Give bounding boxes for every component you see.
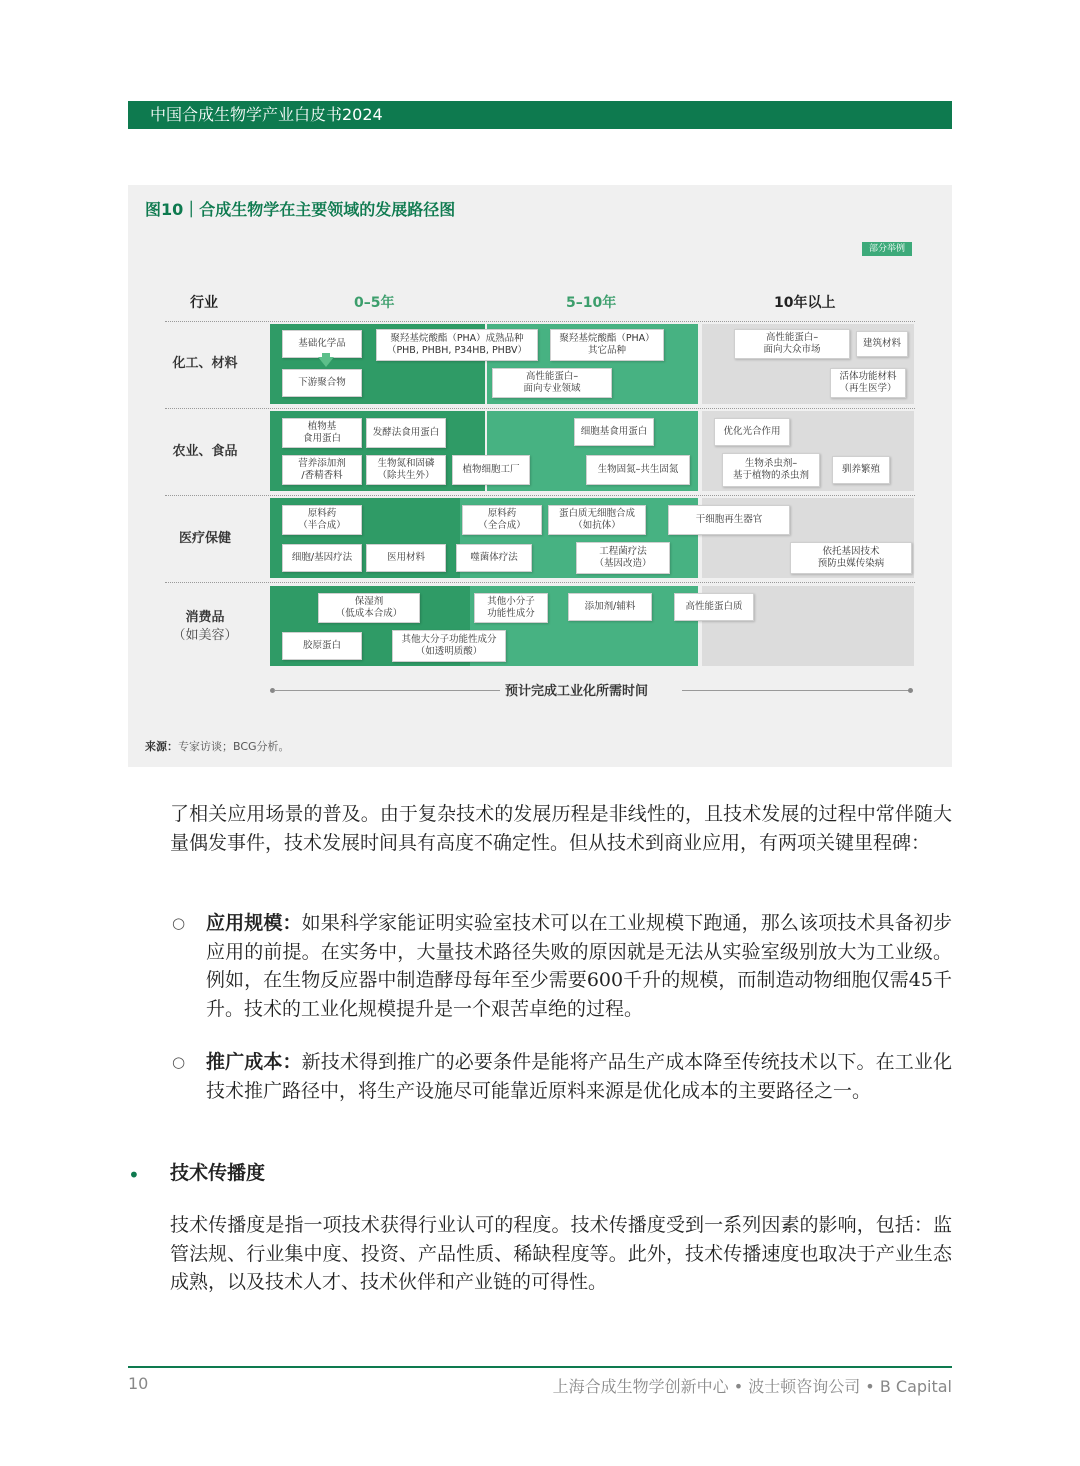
item-plant-based-protein: 植物基 食用蛋白 [282, 418, 362, 448]
item-gene-therapy: 细胞/基因疗法 [282, 544, 362, 572]
item-plant-cell-factory: 植物细胞工厂 [452, 455, 530, 485]
document-title: 中国合成生物学产业白皮书2024 [150, 105, 383, 124]
item-bio-nitrogen: 生物氮和固磷 （除共生外） [366, 455, 446, 485]
figure-title: 图10｜合成生物学在主要领域的发展路径图 [145, 200, 456, 219]
bullet-title: 应用规模： [206, 912, 302, 934]
item-pha-mature: 聚羟基烷酸酯（PHA）成熟品种 （PHB, PHBH, P34HB, PHBV） [376, 329, 538, 361]
row-label-healthcare: 医疗保健 [178, 531, 231, 546]
dot-bullet-icon: • [128, 1163, 140, 1187]
item-moisturizer: 保湿剂 （低成本合成） [318, 593, 420, 623]
source-text: 专家访谈；BCG分析。 [178, 740, 290, 753]
item-photosynthesis: 优化光合作用 [714, 418, 790, 446]
item-stem-cell-organs: 干细胞再生器官 [668, 505, 790, 535]
item-cell-free-protein: 蛋白质无细胞合成 （如抗体） [548, 505, 646, 535]
page-number: 10 [128, 1374, 149, 1393]
column-header-0-5: 0–5年 [354, 295, 395, 311]
source-label: 来源： [145, 740, 178, 753]
item-nutrition-additives: 营养添加剂 /香精香料 [282, 455, 362, 485]
column-header-industry: 行业 [190, 295, 218, 311]
item-gene-drive-disease: 依托基因技术 预防虫媒传染病 [790, 542, 912, 574]
item-hp-protein-mass: 高性能蛋白– 面向大众市场 [734, 329, 850, 359]
axis-line-left [274, 690, 500, 691]
bullet-text: 如果科学家能证明实验室技术可以在工业规模下跑通，那么该项技术具备初步应用的前提。在实务中，大量技术路径失败的原因就是无法从实验室级别放大为工业级。例如，在生物反应器中制造酵母每年至少需要600千升的规模，而制造动物细胞仅需45千升。技术的工业化规模提升是一个艰苦卓绝的过程。 [206, 912, 952, 1020]
item-small-molecule: 其他小分子 功能性成分 [474, 593, 548, 623]
bullet-promotion-cost [206, 1048, 952, 1105]
item-building-materials: 建筑材料 [856, 331, 908, 357]
figure-source [145, 738, 290, 754]
column-header-10plus: 10年以上 [774, 295, 836, 311]
item-hp-protein-consumer: 高性能蛋白质 [674, 593, 754, 621]
row-divider [165, 408, 915, 409]
column-header-5-10: 5–10年 [566, 295, 617, 311]
row-label-chemicals: 化工、材料 [172, 356, 238, 371]
item-bio-insecticide: 生物杀虫剂– 基于植物的杀虫剂 [722, 453, 820, 487]
paragraph-intro: 了相关应用场景的普及。由于复杂技术的发展历程是非线性的，且技术发展的过程中常伴随大量偶发事件，技术发展时间具有高度不确定性。但从技术到商业应用，有两项关键里程碑： [170, 803, 952, 854]
row-label-agriculture: 农业、食品 [172, 444, 238, 459]
item-collagen: 胶原蛋白 [282, 632, 362, 660]
bullet-text: 新技术得到推广的必要条件是能将产品生产成本降至传统技术以下。在工业化技术推广路径中，将生产设施尽可能靠近原料来源是优化成本的主要路径之一。 [206, 1051, 952, 1102]
bullet-title: 推广成本： [206, 1051, 302, 1073]
item-cell-based-protein: 细胞基食用蛋白 [574, 418, 654, 446]
row-divider [165, 495, 915, 496]
bullet-application-scale [206, 909, 952, 1023]
item-api-semi-synthetic: 原料药 （半合成） [282, 505, 362, 535]
paragraph-diffusion: 技术传播度是指一项技术获得行业认可的程度。技术传播度受到一系列因素的影响，包括：监管法规、行业集中度、投资、产品性质、稀缺程度等。此外，技术传播速度也取决于产业生态成熟，以及技术人才、技术伙伴和产业链的可得性。 [170, 1214, 952, 1293]
axis-line-right [682, 690, 910, 691]
item-medical-materials: 医用材料 [366, 544, 446, 572]
row-divider [165, 321, 915, 322]
item-large-molecule: 其他大分子功能性成分 （如透明质酸） [392, 630, 506, 662]
item-living-materials: 活体功能材料 （再生医学） [830, 368, 906, 398]
item-pha-other: 聚羟基烷酸酯（PHA） 其它品种 [550, 329, 664, 361]
example-tag: 部分举例 [862, 242, 912, 256]
row-divider [165, 582, 915, 583]
footer-publishers: 上海合成生物学创新中心 • 波士顿咨询公司 • B Capital [552, 1377, 952, 1396]
arrow-down-icon [318, 357, 334, 367]
item-symbiotic-nitrogen: 生物固氮–共生固氮 [586, 455, 690, 485]
circle-bullet-icon: ○ [172, 914, 186, 932]
row-label-consumer: 消费品 [185, 610, 225, 625]
item-phage-therapy: 噬菌体疗法 [456, 544, 532, 572]
item-downstream-polymers: 下游聚合物 [282, 369, 362, 397]
circle-bullet-icon: ○ [172, 1053, 186, 1071]
item-hp-protein-professional: 高性能蛋白– 面向专业领域 [492, 368, 612, 398]
item-additives: 添加剂/辅料 [568, 593, 652, 621]
axis-end-dot [908, 688, 913, 693]
item-engineered-bacteria: 工程菌疗法 （基因改造） [576, 542, 670, 574]
item-api-full-synthetic: 原料药 （全合成） [462, 505, 542, 535]
item-basic-chemicals: 基础化学品 [282, 330, 362, 358]
row-sublabel-consumer: （如美容） [172, 628, 238, 643]
item-domestic-breeding: 驯养繁殖 [832, 456, 890, 484]
item-fermented-protein: 发酵法食用蛋白 [366, 418, 446, 448]
footer-divider [128, 1366, 952, 1368]
section-heading: 技术传播度 [170, 1162, 266, 1184]
axis-label: 预计完成工业化所需时间 [505, 684, 649, 699]
